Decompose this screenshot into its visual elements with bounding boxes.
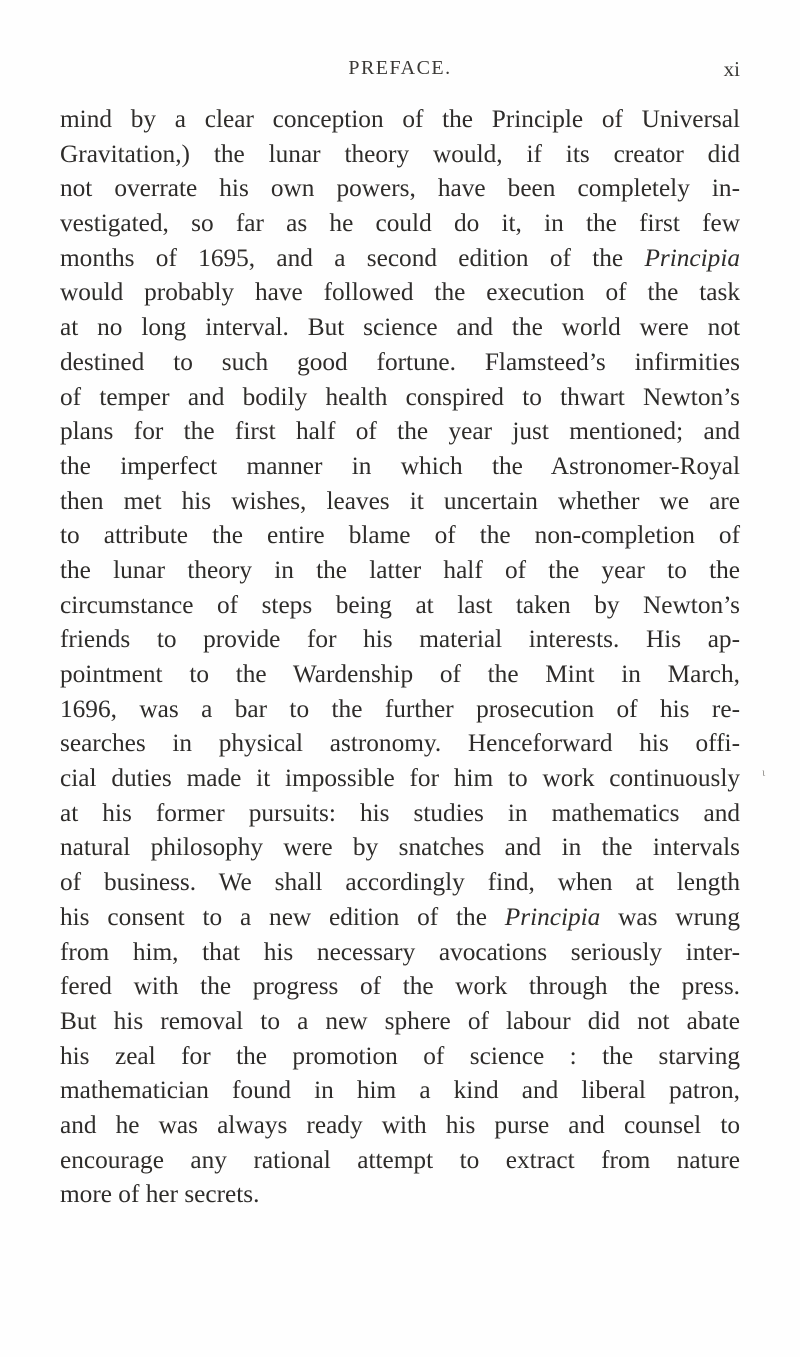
text-line: at his former pursuits: his studies in mathematics and [60,798,740,827]
text-line: from him, that his necessary avocations seriously inter- [60,937,740,966]
text-line: his zeal for the promotion of science : the starving [60,1041,740,1070]
text-line: 1696, was a bar to the further prosecution of his re- [60,694,740,723]
text-run: his consent to a new edition of the [60,902,505,931]
page-number: xi [723,57,740,81]
text-run: was wrung [600,902,740,931]
text-line: destined to such good fortune. Flamsteed’s infirmities [60,347,740,376]
text-line: cial duties made it impossible for him to work continuously [60,764,740,793]
text-line: would probably have followed the execution of the task [60,278,740,307]
running-title: PREFACE. [348,57,452,79]
text-line: to attribute the entire blame of the non-completion of [60,521,740,550]
text-line: friends to provide for his material interests. His ap- [60,625,740,654]
text-line: not overrate his own powers, have been completely in- [60,174,740,203]
text-line: plans for the first half of the year just mentioned; and [60,417,740,446]
text-line: mathematician found in him a kind and liberal patron, [60,1076,740,1105]
text-run: months of 1695, and a second edition of the [60,243,645,272]
text-line: more of her secrets. [60,1180,260,1209]
margin-mark: ι [762,765,766,779]
text-line: of temper and bodily health conspired to thwart Newton’s [60,382,740,411]
text-line: circumstance of steps being at last taken by Newton’s [60,590,740,619]
text-line: the imperfect manner in which the Astronomer-Royal [60,451,740,480]
text-line: searches in physical astronomy. Henceforward his offi- [60,729,740,758]
text-line: mind by a clear conception of the Principle of Universal [60,105,740,133]
italic-title: Principia [644,243,740,272]
running-head [60,57,740,83]
text-line [60,241,740,276]
text-line: But his removal to a new sphere of labour did not abate [60,1006,740,1035]
text-line: natural philosophy were by snatches and in the intervals [60,833,740,862]
italic-title: Principia [504,902,601,931]
text-line: pointment to the Wardenship of the Mint in March, [60,660,740,688]
body-paragraph [60,102,740,1212]
text-line: and he was always ready with his purse and counsel to [60,1110,740,1139]
text-line: vestigated, so far as he could do it, in the first few [60,209,740,238]
text-line [60,900,740,935]
text-line: then met his wishes, leaves it uncertain whether we are [60,486,740,515]
text-line: at no long interval. But science and the world were not [60,313,740,342]
text-line: of business. We shall accordingly find, when at length [60,868,740,897]
text-line: encourage any rational attempt to extract from nature [60,1145,740,1174]
text-line: Gravitation,) the lunar theory would, if its creator did [60,139,740,168]
text-line: the lunar theory in the latter half of the year to the [60,555,740,584]
text-line: fered with the progress of the work through the press. [60,972,740,1001]
